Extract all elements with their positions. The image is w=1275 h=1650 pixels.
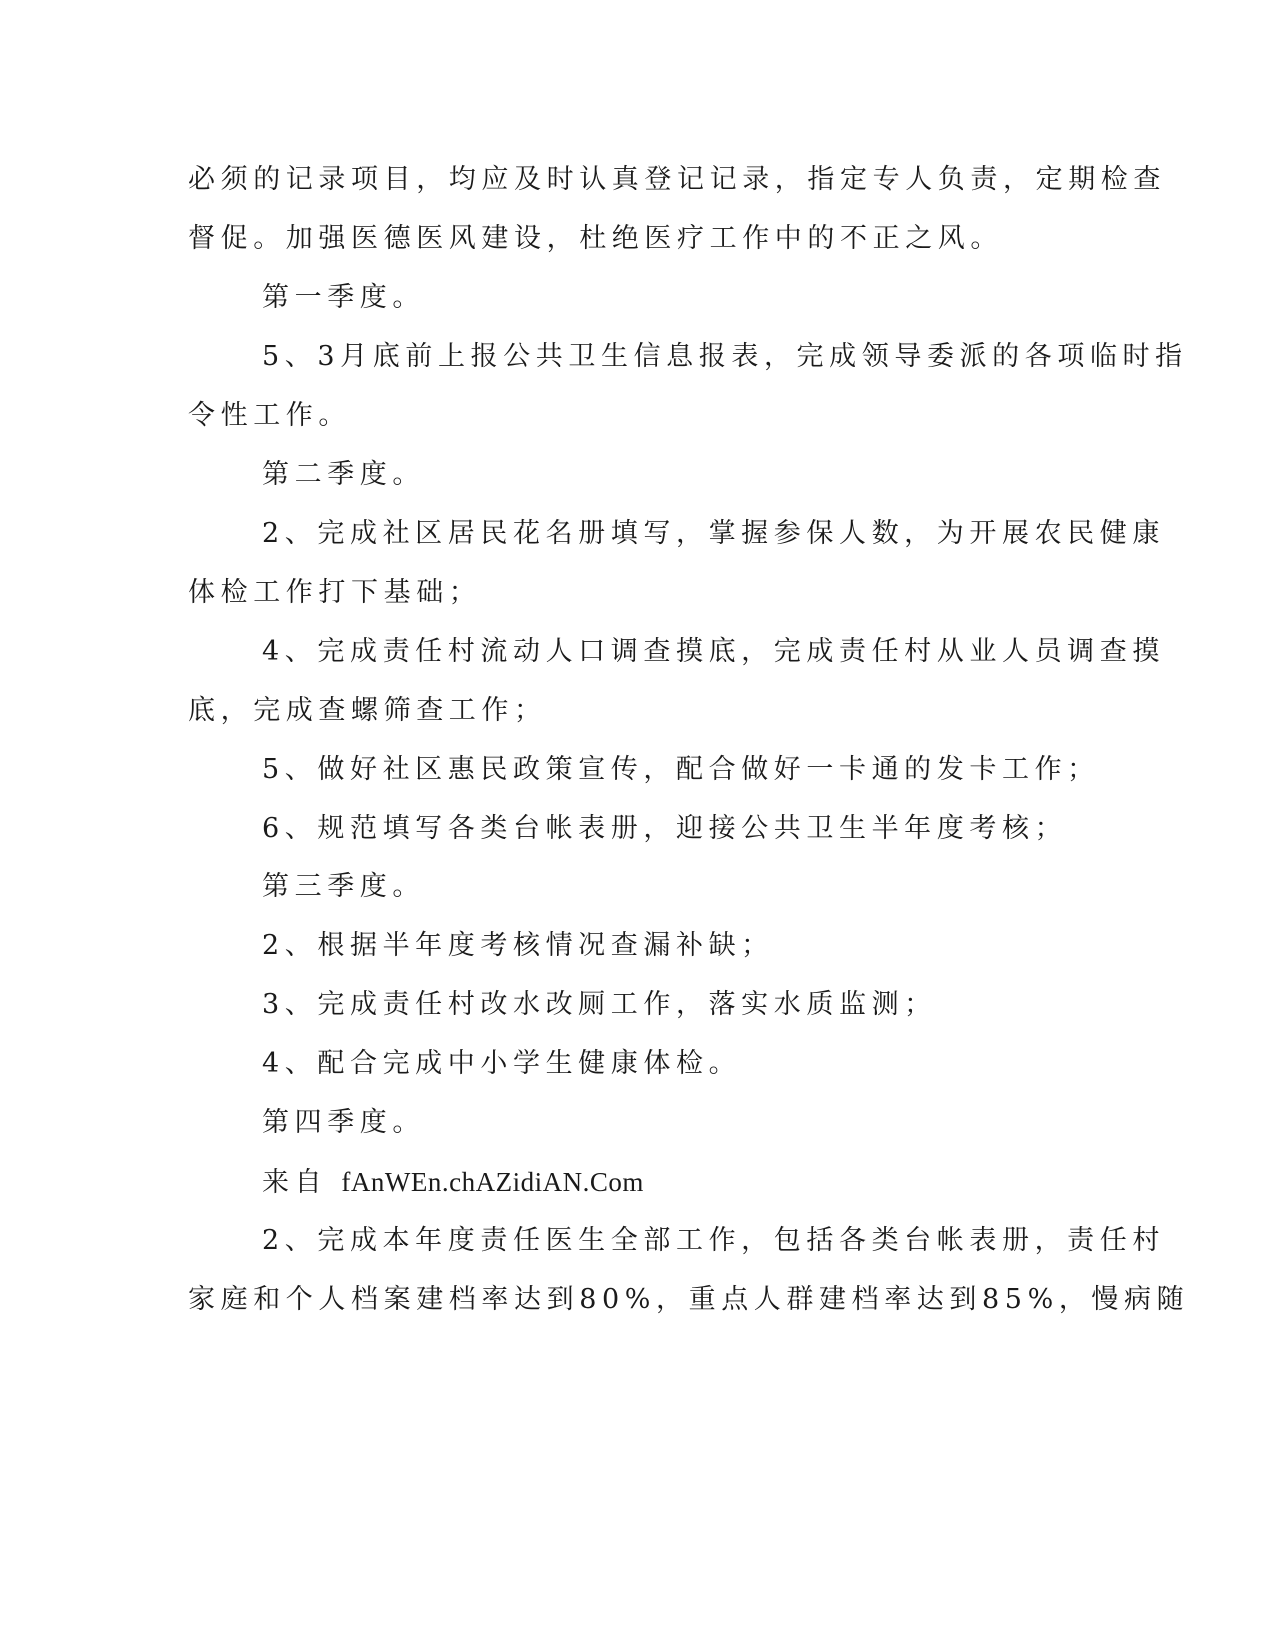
section-heading-q2: 第二季度。: [262, 459, 425, 490]
source-prefix: 来自: [262, 1167, 342, 1198]
paragraph-line: 2、根据半年度考核情况查漏补缺；: [262, 930, 774, 961]
source-line: [262, 1162, 1162, 1203]
paragraph-line: 2、完成社区居民花名册填写，掌握参保人数，为开展农民健康: [262, 518, 1165, 549]
paragraph-line: 体检工作打下基础；: [188, 577, 482, 608]
paragraph-line: 5、3月底前上报公共卫生信息报表，完成领导委派的各项临时指: [262, 341, 1188, 372]
paragraph-line: 底，完成查螺筛查工作；: [188, 695, 547, 726]
paragraph-line: 家庭和个人档案建档率达到80%，重点人群建档率达到85%，慢病随: [188, 1284, 1190, 1315]
paragraph-line: 督促。加强医德医风建设，杜绝医疗工作中的不正之风。: [188, 223, 1003, 254]
paragraph-line: 4、完成责任村流动人口调查摸底，完成责任村从业人员调查摸: [262, 636, 1165, 667]
paragraph-line: 3、完成责任村改水改厕工作，落实水质监测；: [262, 989, 937, 1020]
paragraph-line: 令性工作。: [188, 400, 351, 431]
paragraph-line: 2、完成本年度责任医生全部工作，包括各类台帐表册，责任村: [262, 1225, 1165, 1256]
section-heading-q4: 第四季度。: [262, 1107, 425, 1138]
paragraph-line: 必须的记录项目，均应及时认真登记记录，指定专人负责，定期检查: [188, 164, 1166, 195]
paragraph-line: 6、规范填写各类台帐表册，迎接公共卫生半年度考核；: [262, 813, 1068, 844]
paragraph-line: 5、做好社区惠民政策宣传，配合做好一卡通的发卡工作；: [262, 754, 1100, 785]
paragraph-line: 4、配合完成中小学生健康体检。: [262, 1048, 742, 1079]
source-url: fAnWEn.chAZidiAN.Com: [341, 1167, 644, 1197]
section-heading-q3: 第三季度。: [262, 871, 425, 902]
section-heading-q1: 第一季度。: [262, 282, 425, 313]
